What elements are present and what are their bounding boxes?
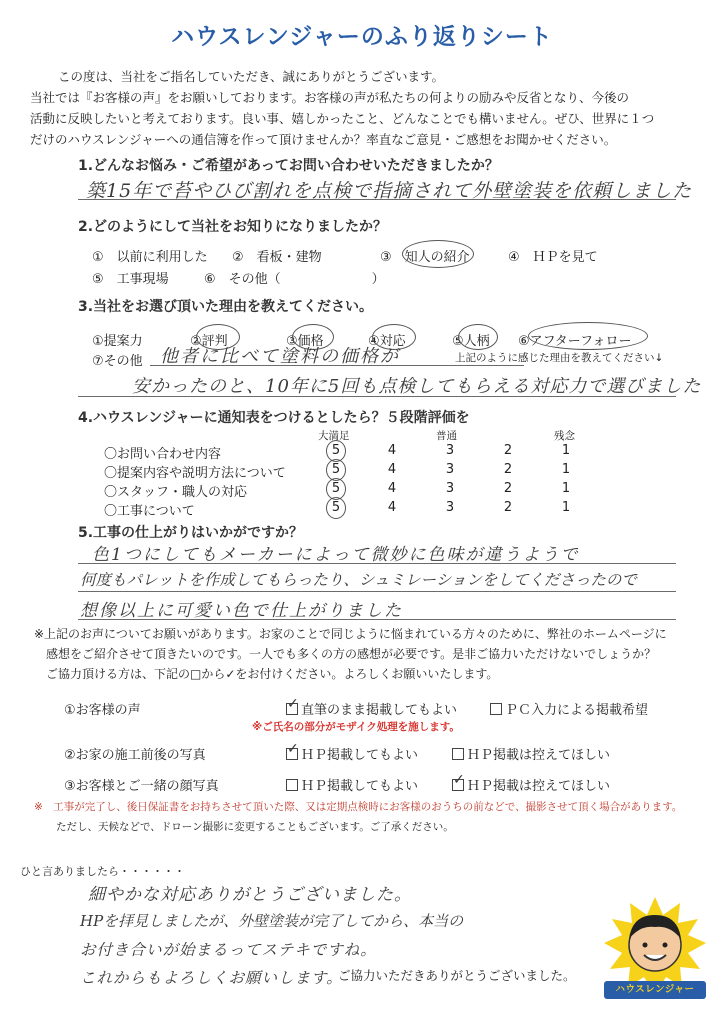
scale-label-worst: 残念	[554, 430, 575, 442]
mascot-logo	[600, 895, 710, 1005]
q5-rule	[78, 591, 676, 592]
rating-value[interactable]: 2	[503, 500, 513, 515]
footnote-line: ただし、天候などで、ドローン撮影に変更することもございます。ご了承ください。	[56, 821, 454, 833]
rating-selected-circle	[326, 497, 346, 519]
checkbox[interactable]	[490, 703, 502, 715]
checkbox[interactable]	[286, 748, 298, 760]
q4-question: 4.ハウスレンジャーに通知表をつけるとしたら？５段階評価を	[78, 410, 470, 426]
thanks-text: ご協力いただきありがとうございました。	[338, 968, 576, 983]
comment-label: ひと言ありましたら・・・・・・	[20, 865, 185, 878]
consent-option[interactable]	[286, 775, 418, 794]
rating-value[interactable]: 3	[445, 500, 455, 515]
q3-reason-label: 上記のように感じた理由を教えてください↓	[455, 352, 664, 364]
intro-line: だけのハウスレンジャーへの通信簿を作って頂けませんか？率直なご意見・ご感想をお聞かせください。	[30, 132, 617, 147]
q3-option: ⑦その他	[92, 354, 143, 369]
option-label: ＨＰ掲載してもよい	[301, 748, 419, 763]
rating-value[interactable]: 3	[445, 443, 455, 458]
q4-row-label: 〇スタッフ・職人の対応	[104, 485, 248, 500]
q3-option: ⑤人柄	[452, 334, 490, 349]
mosaic-note: ※ご氏名の部分がモザイク処理を施します。	[252, 721, 460, 733]
q5-rule	[78, 619, 676, 620]
consent-row-label: ①お客様の声	[64, 703, 141, 718]
q5-answer-line: 何度もパレットを作成してもらったり、シュミレーションをしてくださったので	[80, 571, 637, 589]
option-label: ＨＰ掲載してもよい	[301, 779, 419, 794]
q1-answer: 築15年で苔やひび割れを点検で指摘されて外壁塗装を依頼しました	[86, 180, 693, 202]
scale-label-normal: 普通	[436, 430, 457, 442]
comment-line: HPを拝見しましたが、外壁塗装が完了してから、本当の	[80, 912, 464, 930]
sheet-title: ハウスレンジャーのふり返りシート	[171, 24, 553, 50]
comment-line: お付き合いが始まるってステキですね。	[80, 941, 377, 959]
rating-value[interactable]: 1	[561, 462, 571, 477]
comment-line: これからもよろしくお願いします。	[80, 969, 343, 987]
q2-question: 2.どのようにして当社をお知りになりましたか？	[78, 219, 388, 235]
rating-value[interactable]: 5	[331, 500, 341, 515]
q3-option: ④対応	[368, 334, 406, 349]
intro-line: この度は、当社をご指名していただき、誠にありがとうございます。	[58, 69, 445, 84]
rating-value[interactable]: 4	[387, 500, 397, 515]
scale-label-best: 大満足	[318, 430, 350, 442]
rating-value[interactable]: 5	[331, 443, 341, 458]
rating-value[interactable]: 3	[445, 481, 455, 496]
selected-circle	[458, 324, 498, 350]
q5-answer-line: 色1つにしてもメーカーによって微妙に色味が違うようで	[92, 545, 580, 565]
q3-other-answer: 他者に比べて塗料の価格が	[160, 346, 400, 367]
q2-option: ① 以前に利用した	[92, 250, 208, 265]
rating-value[interactable]: 1	[561, 443, 571, 458]
intro-text	[30, 66, 698, 150]
rating-value[interactable]: 1	[561, 481, 571, 496]
q3-reason-answer: 安かったのと、10年に5回も点検してもらえる対応力で選びました	[132, 376, 702, 397]
q4-row-label: 〇お問い合わせ内容	[104, 447, 222, 462]
q4-row-label: 〇提案内容や説明方法について	[104, 466, 286, 481]
q2-option: ③ 知人の紹介	[380, 250, 470, 265]
logo-text: ハウスレンジャー	[604, 981, 706, 999]
rating-value[interactable]: 3	[445, 462, 455, 477]
consent-option[interactable]	[286, 744, 418, 763]
selected-circle	[402, 240, 474, 268]
option-label: ＨＰ掲載は控えてほしい	[467, 779, 611, 794]
consent-option[interactable]	[286, 699, 457, 718]
request-line: 感想をご紹介させて頂きたいのです。一人でも多くの方の感想が必要です。是非ご協力いただけないでしょうか？	[46, 647, 657, 661]
rating-value[interactable]: 4	[387, 481, 397, 496]
q3-option: ②評判	[190, 334, 228, 349]
option-label: ＰＣ入力による掲載希望	[505, 703, 649, 718]
rating-value[interactable]: 5	[331, 481, 341, 496]
consent-option[interactable]	[452, 744, 610, 763]
q2-option: ⑤ 工事現場	[92, 272, 169, 287]
rating-value[interactable]: 4	[387, 443, 397, 458]
rating-value[interactable]: 5	[331, 462, 341, 477]
intro-line: 活動に反映したいと考えております。良い事、嬉しかったこと、どんなことでも構いません。ぜひ、世界に１つ	[30, 111, 655, 126]
consent-option[interactable]	[490, 699, 648, 718]
checkbox[interactable]	[452, 748, 464, 760]
consent-row-label: ③お客様とご一緒の顔写真	[64, 779, 219, 794]
consent-option[interactable]	[452, 775, 610, 794]
comment-line: 細やかな対応ありがとうございました。	[88, 885, 412, 905]
option-label: ＨＰ掲載は控えてほしい	[467, 748, 611, 763]
q5-rule	[78, 563, 676, 564]
q1-question: 1.どんなお悩み・ご希望があってお問い合わせいただきましたか？	[78, 158, 499, 174]
option-label: 直筆のまま掲載してもよい	[301, 703, 458, 718]
q3-other-line	[150, 365, 524, 366]
q2-option: ④ ＨＰを見て	[508, 250, 598, 265]
rating-value[interactable]: 2	[503, 481, 513, 496]
q3-option: ①提案力	[92, 334, 143, 349]
q3-reason-line	[78, 396, 676, 397]
q3-question: 3.当社をお選び頂いた理由を教えてください。	[78, 299, 374, 315]
selected-circle	[528, 322, 648, 350]
request-line: ご協力頂ける方は、下記の□から✓をお付けください。よろしくお願いいたします。	[46, 667, 499, 681]
request-line: ※上記のお声についてお願いがあります。お家のことで同じように悩まれている方々のために、弊社のホームページに	[34, 627, 667, 641]
intro-line: 当社では『お客様の声』をお願いしております。お客様の声が私たちの何よりの励みや反省となり、今後の	[30, 90, 630, 105]
rating-value[interactable]: 1	[561, 500, 571, 515]
checkbox[interactable]	[286, 703, 298, 715]
checkbox[interactable]	[286, 779, 298, 791]
q3-option: ③価格	[286, 334, 324, 349]
q2-option: ⑥ その他（ ）	[204, 272, 385, 287]
footnote-line: ※ 工事が完了し、後日保証書をお持ちさせて頂いた際、又は定期点検時にお客様のおうちの前などで、撮影させて頂く場合があります。	[34, 801, 683, 813]
rating-value[interactable]: 4	[387, 462, 397, 477]
consent-row-label: ②お家の施工前後の写真	[64, 748, 206, 763]
q4-row-label: 〇工事について	[104, 504, 195, 519]
q5-question: 5.工事の仕上がりはいかがですか？	[78, 525, 304, 541]
q5-answer-line: 想像以上に可愛い色で仕上がりました	[80, 601, 403, 621]
rating-value[interactable]: 2	[503, 443, 513, 458]
rating-value[interactable]: 2	[503, 462, 513, 477]
q3-option: ⑥アフターフォロー	[518, 334, 632, 349]
checkbox[interactable]	[452, 779, 464, 791]
q2-option: ② 看板・建物	[232, 250, 322, 265]
